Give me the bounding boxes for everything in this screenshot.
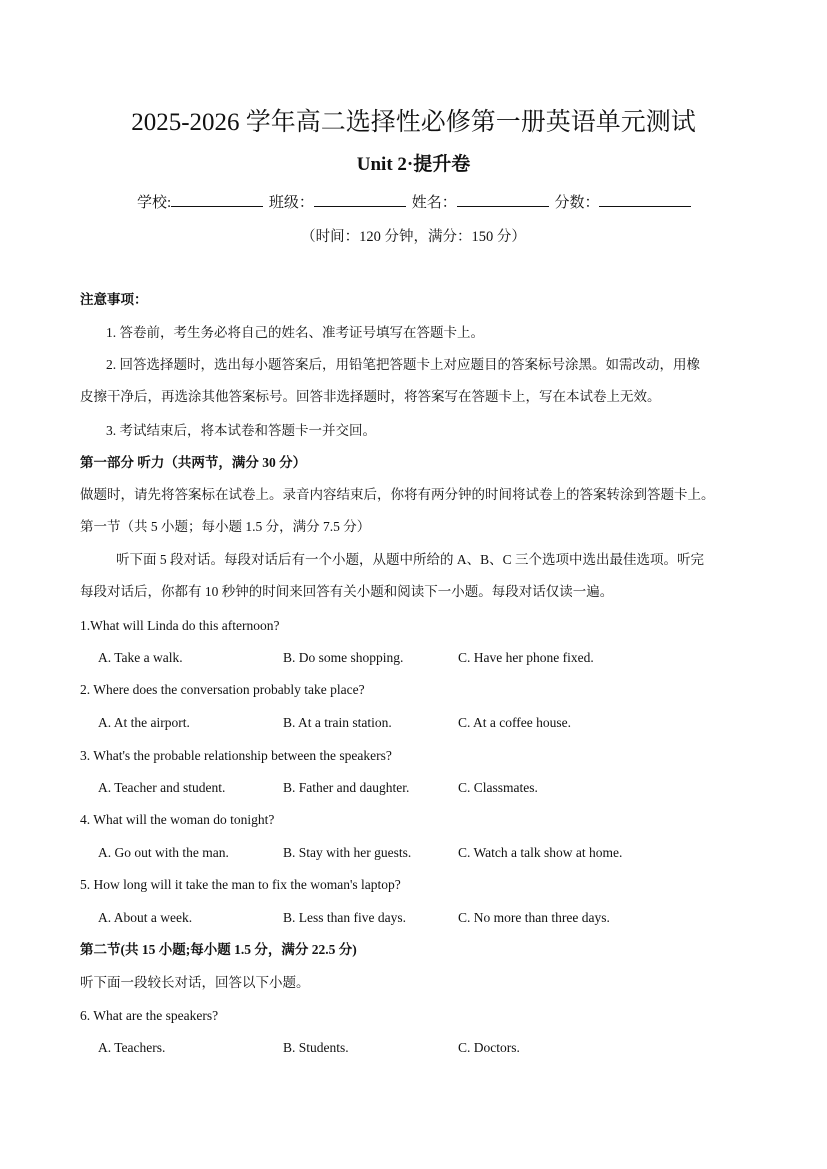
section1-heading: 第一节（共 5 小题；每小题 1.5 分，满分 7.5 分） bbox=[80, 519, 371, 534]
option-b[interactable]: B. Father and daughter. bbox=[283, 780, 410, 795]
name-blank[interactable] bbox=[457, 192, 549, 207]
question-text: 6. What are the speakers? bbox=[80, 1008, 219, 1023]
notes-heading: 注意事项： bbox=[80, 292, 148, 307]
page-subtitle: Unit 2·提升卷 bbox=[356, 154, 471, 175]
note-item: 2. 回答选择题时，选出每小题答案后，用铅笔把答题卡上对应题目的答案标号涂黑。如需改动，用橡 bbox=[106, 357, 700, 372]
option-a[interactable]: A. At the airport. bbox=[98, 715, 190, 730]
section2-instructions: 听下面一段较长对话，回答以下小题。 bbox=[80, 975, 310, 990]
option-c[interactable]: C. Classmates. bbox=[458, 780, 538, 795]
score-label: 分数： bbox=[554, 195, 600, 211]
question-text: 4. What will the woman do tonight? bbox=[80, 812, 275, 827]
page-title: 2025-2026 学年高二选择性必修第一册英语单元测试 bbox=[131, 109, 696, 136]
class-label: 班级： bbox=[268, 195, 314, 211]
class-blank[interactable] bbox=[314, 192, 406, 207]
option-a[interactable]: A. Teachers. bbox=[98, 1040, 166, 1055]
option-a[interactable]: A. About a week. bbox=[98, 910, 193, 925]
option-c[interactable]: C. Watch a talk show at home. bbox=[458, 845, 623, 860]
student-info-fields bbox=[137, 192, 693, 214]
note-item: 1. 答卷前，考生务必将自己的姓名、准考证号填写在答题卡上。 bbox=[106, 325, 484, 340]
option-c[interactable]: C. Doctors. bbox=[458, 1040, 520, 1055]
option-a[interactable]: A. Teacher and student. bbox=[98, 780, 226, 795]
option-b[interactable]: B. Stay with her guests. bbox=[283, 845, 412, 860]
option-c[interactable]: C. No more than three days. bbox=[458, 910, 610, 925]
section1-instructions: 每段对话后，你都有 10 秒钟的时间来回答有关小题和阅读下一小题。每段对话仅读一遍。 bbox=[80, 584, 614, 599]
note-item: 皮擦干净后，再选涂其他答案标号。回答非选择题时，将答案写在答题卡上，写在本试卷上无效。 bbox=[80, 389, 661, 404]
question-text: 1.What will Linda do this afternoon? bbox=[80, 618, 280, 633]
note-item: 3. 考试结束后，将本试卷和答题卡一并交回。 bbox=[106, 423, 376, 438]
section2-heading: 第二节(共 15 小题;每小题 1.5 分，满分 22.5 分) bbox=[80, 942, 357, 957]
school-label: 学校: bbox=[137, 195, 172, 211]
name-label: 姓名： bbox=[411, 195, 457, 211]
option-b[interactable]: B. Students. bbox=[283, 1040, 349, 1055]
option-b[interactable]: B. Do some shopping. bbox=[283, 650, 404, 665]
option-a[interactable]: A. Go out with the man. bbox=[98, 845, 229, 860]
question-text: 5. How long will it take the man to fix the woman's laptop? bbox=[80, 877, 401, 892]
option-c[interactable]: C. Have her phone fixed. bbox=[458, 650, 594, 665]
question-text: 3. What's the probable relationship between the speakers? bbox=[80, 748, 392, 763]
option-b[interactable]: B. Less than five days. bbox=[283, 910, 406, 925]
section1-instructions: 听下面 5 段对话。每段对话后有一个小题，从题中所给的 A、B、C 三个选项中选出最佳选项。听完 bbox=[116, 552, 705, 567]
option-b[interactable]: B. At a train station. bbox=[283, 715, 392, 730]
part1-intro: 做题时，请先将答案标在试卷上。录音内容结束后，你将有两分钟的时间将试卷上的答案转涂到答题卡上。 bbox=[80, 487, 715, 502]
question-text: 2. Where does the conversation probably take place? bbox=[80, 682, 365, 697]
option-c[interactable]: C. At a coffee house. bbox=[458, 715, 571, 730]
option-a[interactable]: A. Take a walk. bbox=[98, 650, 183, 665]
part1-heading: 第一部分 听力（共两节，满分 30 分） bbox=[80, 455, 307, 470]
school-blank[interactable] bbox=[171, 192, 263, 207]
time-info: （时间：120 分钟，满分：150 分） bbox=[301, 229, 526, 245]
score-blank[interactable] bbox=[599, 192, 691, 207]
